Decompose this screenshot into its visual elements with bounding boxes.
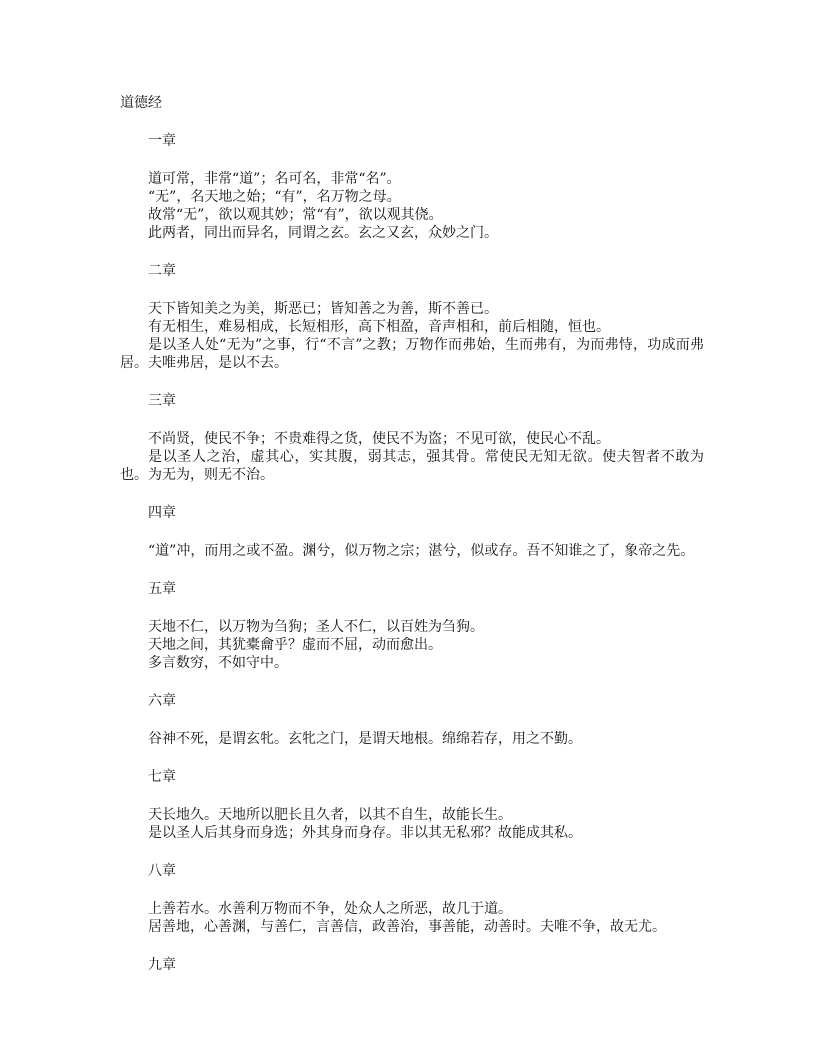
- chapter-heading: 四章: [148, 505, 176, 521]
- chapter-body: [120, 730, 704, 748]
- chapter-5: [120, 580, 704, 672]
- chapter-body: [120, 542, 704, 560]
- paragraph: 是以圣人后其身而身选；外其身而身存。非以其无私邪？故能成其私。: [148, 825, 582, 841]
- paragraph: 不尚贤，使民不争；不贵难得之货，使民不为盗；不见可欲，使民心不乱。: [148, 431, 610, 447]
- chapter-heading: 九章: [148, 957, 176, 973]
- chapter-body: [120, 430, 704, 484]
- paragraph: 谷神不死，是谓玄牝。玄牝之门，是谓天地根。绵绵若存，用之不勤。: [148, 731, 582, 747]
- paragraph: 天地不仁，以万物为刍狗；圣人不仁，以百姓为刍狗。: [148, 619, 484, 635]
- chapter-body: [120, 170, 704, 242]
- paragraph: 是以圣人之治，虚其心，实其腹，弱其志，强其骨。常使民无知无欲。使夫智者不敢为也。为无为，则无不治。: [120, 449, 704, 483]
- chapter-1: [120, 132, 704, 242]
- paragraph: 道可常，非常“道”；名可名，非常“名”。: [148, 171, 401, 187]
- paragraph: 居善地，心善渊，与善仁，言善信，政善治，事善能，动善时。夫唯不争，故无尤。: [148, 919, 666, 935]
- paragraph: 天地之间，其犹橐龠乎？虚而不屈，动而愈出。: [148, 637, 442, 653]
- chapter-9: [120, 956, 704, 974]
- chapter-heading: 一章: [148, 133, 176, 149]
- paragraph: 是以圣人处“无为”之事，行“不言”之教；万物作而弗始，生而弗有，为而弗恃，功成而弗居。夫唯弗居，是以不去。: [120, 337, 704, 371]
- paragraph: 上善若水。水善利万物而不争，处众人之所恶，故几于道。: [148, 901, 512, 917]
- paragraph: “无”，名天地之始；“有”，名万物之母。: [148, 189, 401, 205]
- chapter-heading: 二章: [148, 263, 176, 279]
- chapter-body: [120, 806, 704, 842]
- chapter-3: [120, 392, 704, 484]
- paragraph: 故常“无”，欲以观其妙；常“有”，欲以观其侥。: [148, 207, 443, 223]
- document-title: 道德经: [120, 95, 162, 111]
- chapter-heading: 六章: [148, 693, 176, 709]
- chapter-6: [120, 692, 704, 748]
- paragraph: “道”冲，而用之或不盈。渊兮，似万物之宗；湛兮，似或存。吾不知谁之了，象帝之先。: [148, 543, 695, 559]
- paragraph: 天长地久。天地所以肥长且久者，以其不自生，故能长生。: [148, 807, 512, 823]
- paragraph: 天下皆知美之为美，斯恶已；皆知善之为善，斯不善已。: [148, 301, 498, 317]
- chapter-4: [120, 504, 704, 560]
- chapter-2: [120, 262, 704, 372]
- chapter-body: [120, 300, 704, 372]
- chapter-heading: 三章: [148, 393, 176, 409]
- chapter-body: [120, 900, 704, 936]
- chapter-heading: 五章: [148, 581, 176, 597]
- document-page: [120, 94, 704, 994]
- chapter-body: [120, 618, 704, 672]
- chapter-heading: 七章: [148, 769, 176, 785]
- chapter-7: [120, 768, 704, 842]
- chapter-8: [120, 862, 704, 936]
- chapter-heading: 八章: [148, 863, 176, 879]
- paragraph: 有无相生，难易相成，长短相形，高下相盈，音声相和，前后相随，恒也。: [148, 319, 610, 335]
- paragraph: 多言数穷，不如守中。: [148, 655, 288, 671]
- paragraph: 此两者，同出而异名，同谓之玄。玄之又玄，众妙之门。: [148, 225, 498, 241]
